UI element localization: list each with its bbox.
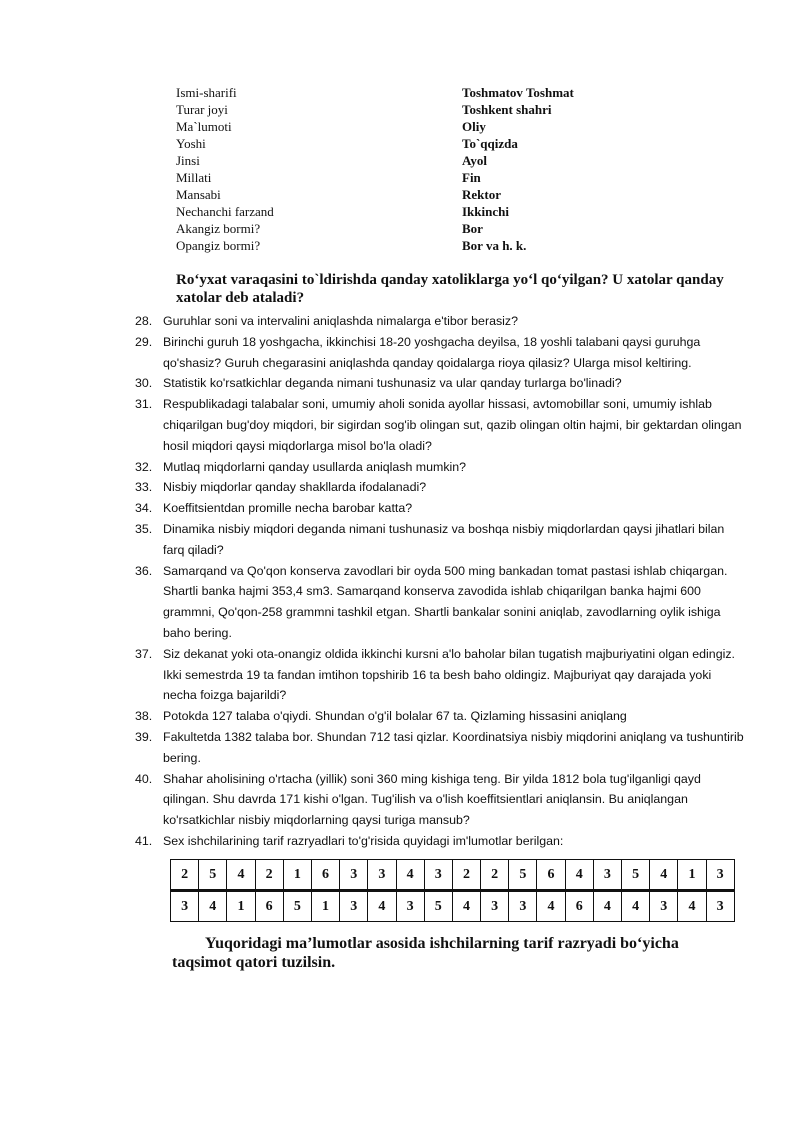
- question-text: Shahar aholisining o'rtacha (yillik) soni 360 ming kishiga teng. Bir yilda 1812 bola tug'ilganligi qayd qilingan. Shu davrda 171 kishi o'lgan. Tug'ilish va o'lish koeffitsientlari aniqlansin. Bu aniqlangan ko'rsatkichlar nisbiy miqdorlarning qaysi turiga mansub?: [163, 771, 701, 828]
- list-item: [135, 311, 745, 332]
- table-cell: 4: [678, 891, 706, 922]
- question-number: 32.: [135, 459, 153, 474]
- table-cell: 6: [255, 891, 283, 922]
- form-label: Ismi-sharifi: [176, 85, 237, 100]
- form-row: [176, 101, 616, 118]
- table-cell: 3: [481, 891, 509, 922]
- form-value: Rektor: [462, 187, 501, 202]
- form-row: [176, 186, 616, 203]
- form-label: Turar joyi: [176, 102, 228, 117]
- list-item: [135, 831, 745, 852]
- question-text: Samarqand va Qo'qon konserva zavodlari bir oyda 500 ming bankadan tomat pastasi ishlab chiqargan. Shartli banka hajmi 353,4 sm3. Samarqand konserva zavodida ishlab chiqarilgan banka hajmi 600 grammni, Qo'qon-258 grammni tashkil etgan. Shartli bankalar sonini aniqlab, zavodlarning oylik ishiga baho bering.: [163, 563, 728, 640]
- tariff-grade-table: [170, 859, 735, 922]
- form-label: Nechanchi farzand: [176, 204, 274, 219]
- form-label: Yoshi: [176, 136, 206, 151]
- table-cell: 6: [565, 891, 593, 922]
- question-number: 40.: [135, 771, 153, 786]
- form-label: Millati: [176, 170, 212, 185]
- list-item: [135, 644, 745, 706]
- table-cell: 3: [593, 860, 621, 891]
- question-number: 34.: [135, 501, 153, 516]
- list-item: [135, 332, 745, 374]
- form-row: [176, 152, 616, 169]
- question-text: Koeffitsientdan promille necha barobar katta?: [163, 501, 413, 516]
- table-cell: 3: [650, 891, 678, 922]
- table-cell: 1: [678, 860, 706, 891]
- table-row: [171, 891, 735, 922]
- table-cell: 4: [565, 860, 593, 891]
- table-cell: 4: [452, 891, 480, 922]
- list-item: [135, 373, 745, 394]
- table-cell: 4: [199, 891, 227, 922]
- table-cell: 4: [537, 891, 565, 922]
- question-text: Respublikadagi talabalar soni, umumiy aholi sonida ayollar hissasi, avtomobillar soni, umumiy ishlab chiqarilgan bug'doy miqdori, bir sigirdan sog'ib olingan sut, qazib olingan oltin hajmi, bir gektardan olingan hosil miqdori qaysi miqdorlarga misol bo'la oladi?: [163, 397, 742, 453]
- form-value: Bor va h. k.: [462, 238, 527, 253]
- table-cell: 2: [171, 860, 199, 891]
- table-cell: 6: [537, 860, 565, 891]
- table-cell: 3: [368, 860, 396, 891]
- question-number: 31.: [135, 397, 153, 412]
- table-cell: 2: [481, 860, 509, 891]
- question-text: Dinamika nisbiy miqdori deganda nimani tushunasiz va boshqa nisbiy miqdorlardan qaysi jihatlari bilan farq qiladi?: [163, 521, 725, 557]
- form-question: Ro‘yxat varaqasini to`ldirishda qanday xatoliklarga yo‘l qo‘yilgan? U xatolar qanday xatolar deb ataladi?: [176, 272, 724, 306]
- question-number: 36.: [135, 563, 153, 578]
- question-number: 30.: [135, 376, 153, 391]
- list-item: [135, 769, 745, 831]
- question-number: 35.: [135, 521, 153, 536]
- table-cell: 1: [227, 891, 255, 922]
- final-line-1: Yuqoridagi ma’lumotlar asosida ishchilarning tarif razryadi bo‘yicha: [205, 935, 679, 952]
- table-cell: 3: [706, 891, 734, 922]
- question-text: Nisbiy miqdorlar qanday shakllarda ifodalanadi?: [163, 480, 427, 495]
- form-value: Ikkinchi: [462, 204, 509, 219]
- form-label: Ma`lumoti: [176, 119, 232, 134]
- question-text: Sex ishchilarining tarif razryadlari to'g'risida quyidagi im'lumotlar berilgan:: [163, 833, 564, 848]
- list-item: [135, 457, 745, 478]
- form-value: Oliy: [462, 119, 486, 134]
- question-text: Mutlaq miqdorlarni qanday usullarda aniqlash mumkin?: [163, 459, 467, 474]
- form-value: To`qqizda: [462, 136, 518, 151]
- question-text: Birinchi guruh 18 yoshgacha, ikkinchisi 18-20 yoshgacha deyilsa, 18 yoshli talabani qaysi guruhga qo'shasiz? Guruh chegarasini aniqlashda qanday qoidalarga rioya qilasiz? Ularga misol keltiring.: [163, 334, 701, 370]
- question-number: 41.: [135, 833, 153, 848]
- list-item: [135, 498, 745, 519]
- list-item: [135, 706, 745, 727]
- table-cell: 4: [593, 891, 621, 922]
- question-text: Fakultetda 1382 talaba bor. Shundan 712 tasi qizlar. Koordinatsiya nisbiy miqdorini aniqlang va tushuntirib bering.: [163, 729, 744, 765]
- table-cell: 5: [622, 860, 650, 891]
- form-row: [176, 203, 616, 220]
- table-cell: 2: [452, 860, 480, 891]
- list-item: [135, 394, 745, 456]
- form-label: Mansabi: [176, 187, 221, 202]
- list-item: [135, 477, 745, 498]
- form-value: Toshkent shahri: [462, 102, 552, 117]
- form-value: Toshmatov Toshmat: [462, 85, 574, 100]
- form-value: Ayol: [462, 153, 488, 168]
- final-instruction: [172, 934, 800, 972]
- table-cell: 3: [424, 860, 452, 891]
- table-cell: 5: [199, 860, 227, 891]
- table-cell: 3: [396, 891, 424, 922]
- form-value: Bor: [462, 221, 483, 236]
- form-row: [176, 220, 616, 237]
- question-number: 33.: [135, 480, 153, 495]
- question-text: Guruhlar soni va intervalini aniqlashda nimalarga e'tibor berasiz?: [163, 314, 519, 328]
- form-row: [176, 84, 616, 101]
- question-list: [135, 311, 745, 852]
- question-number: 29.: [135, 334, 153, 349]
- table-cell: 5: [283, 891, 311, 922]
- question-text: Siz dekanat yoki ota-onangiz oldida ikkinchi kursni a'lo baholar bilan tugatish majburiyatini olgan edingiz. Ikki semestrda 19 ta fandan imtihon topshirib 16 ta besh baho oldingiz. Majburiyat qay darajada yoki necha foizga bajarildi?: [163, 646, 735, 703]
- table-cell: 4: [368, 891, 396, 922]
- list-item: [135, 519, 745, 561]
- question-text: Potokda 127 talaba o'qiydi. Shundan o'g'il bolalar 67 ta. Qizlaming hissasini aniqlang: [163, 709, 627, 724]
- form-label: Akangiz bormi?: [176, 221, 261, 236]
- table-cell: 4: [622, 891, 650, 922]
- form-row: [176, 169, 616, 186]
- table-cell: 3: [171, 891, 199, 922]
- table-cell: 3: [509, 891, 537, 922]
- final-line-2: taqsimot qatori tuzilsin.: [172, 954, 336, 971]
- question-number: 38.: [135, 709, 153, 724]
- table-cell: 6: [311, 860, 339, 891]
- form-row: [176, 135, 616, 152]
- form-label: Jinsi: [176, 153, 200, 168]
- table-row: [171, 860, 735, 891]
- table-cell: 2: [255, 860, 283, 891]
- table-cell: 3: [340, 891, 368, 922]
- form-value: Fin: [462, 170, 481, 185]
- list-item: [135, 561, 745, 644]
- table-cell: 3: [340, 860, 368, 891]
- table-cell: 4: [396, 860, 424, 891]
- table-cell: 4: [650, 860, 678, 891]
- question-number: 37.: [135, 646, 153, 661]
- table-cell: 1: [283, 860, 311, 891]
- table-cell: 5: [424, 891, 452, 922]
- form-label: Opangiz bormi?: [176, 238, 261, 253]
- form-row: [176, 118, 616, 135]
- table-cell: 3: [706, 860, 734, 891]
- table-cell: 4: [227, 860, 255, 891]
- form-row: [176, 237, 616, 254]
- question-number: 39.: [135, 729, 153, 744]
- table-cell: 5: [509, 860, 537, 891]
- questionnaire-form: [176, 84, 616, 254]
- list-item: [135, 727, 745, 769]
- question-number: 28.: [135, 314, 153, 328]
- table-cell: 1: [311, 891, 339, 922]
- question-text: Statistik ko'rsatkichlar deganda nimani tushunasiz va ular qanday turlarga bo'linadi?: [163, 376, 622, 391]
